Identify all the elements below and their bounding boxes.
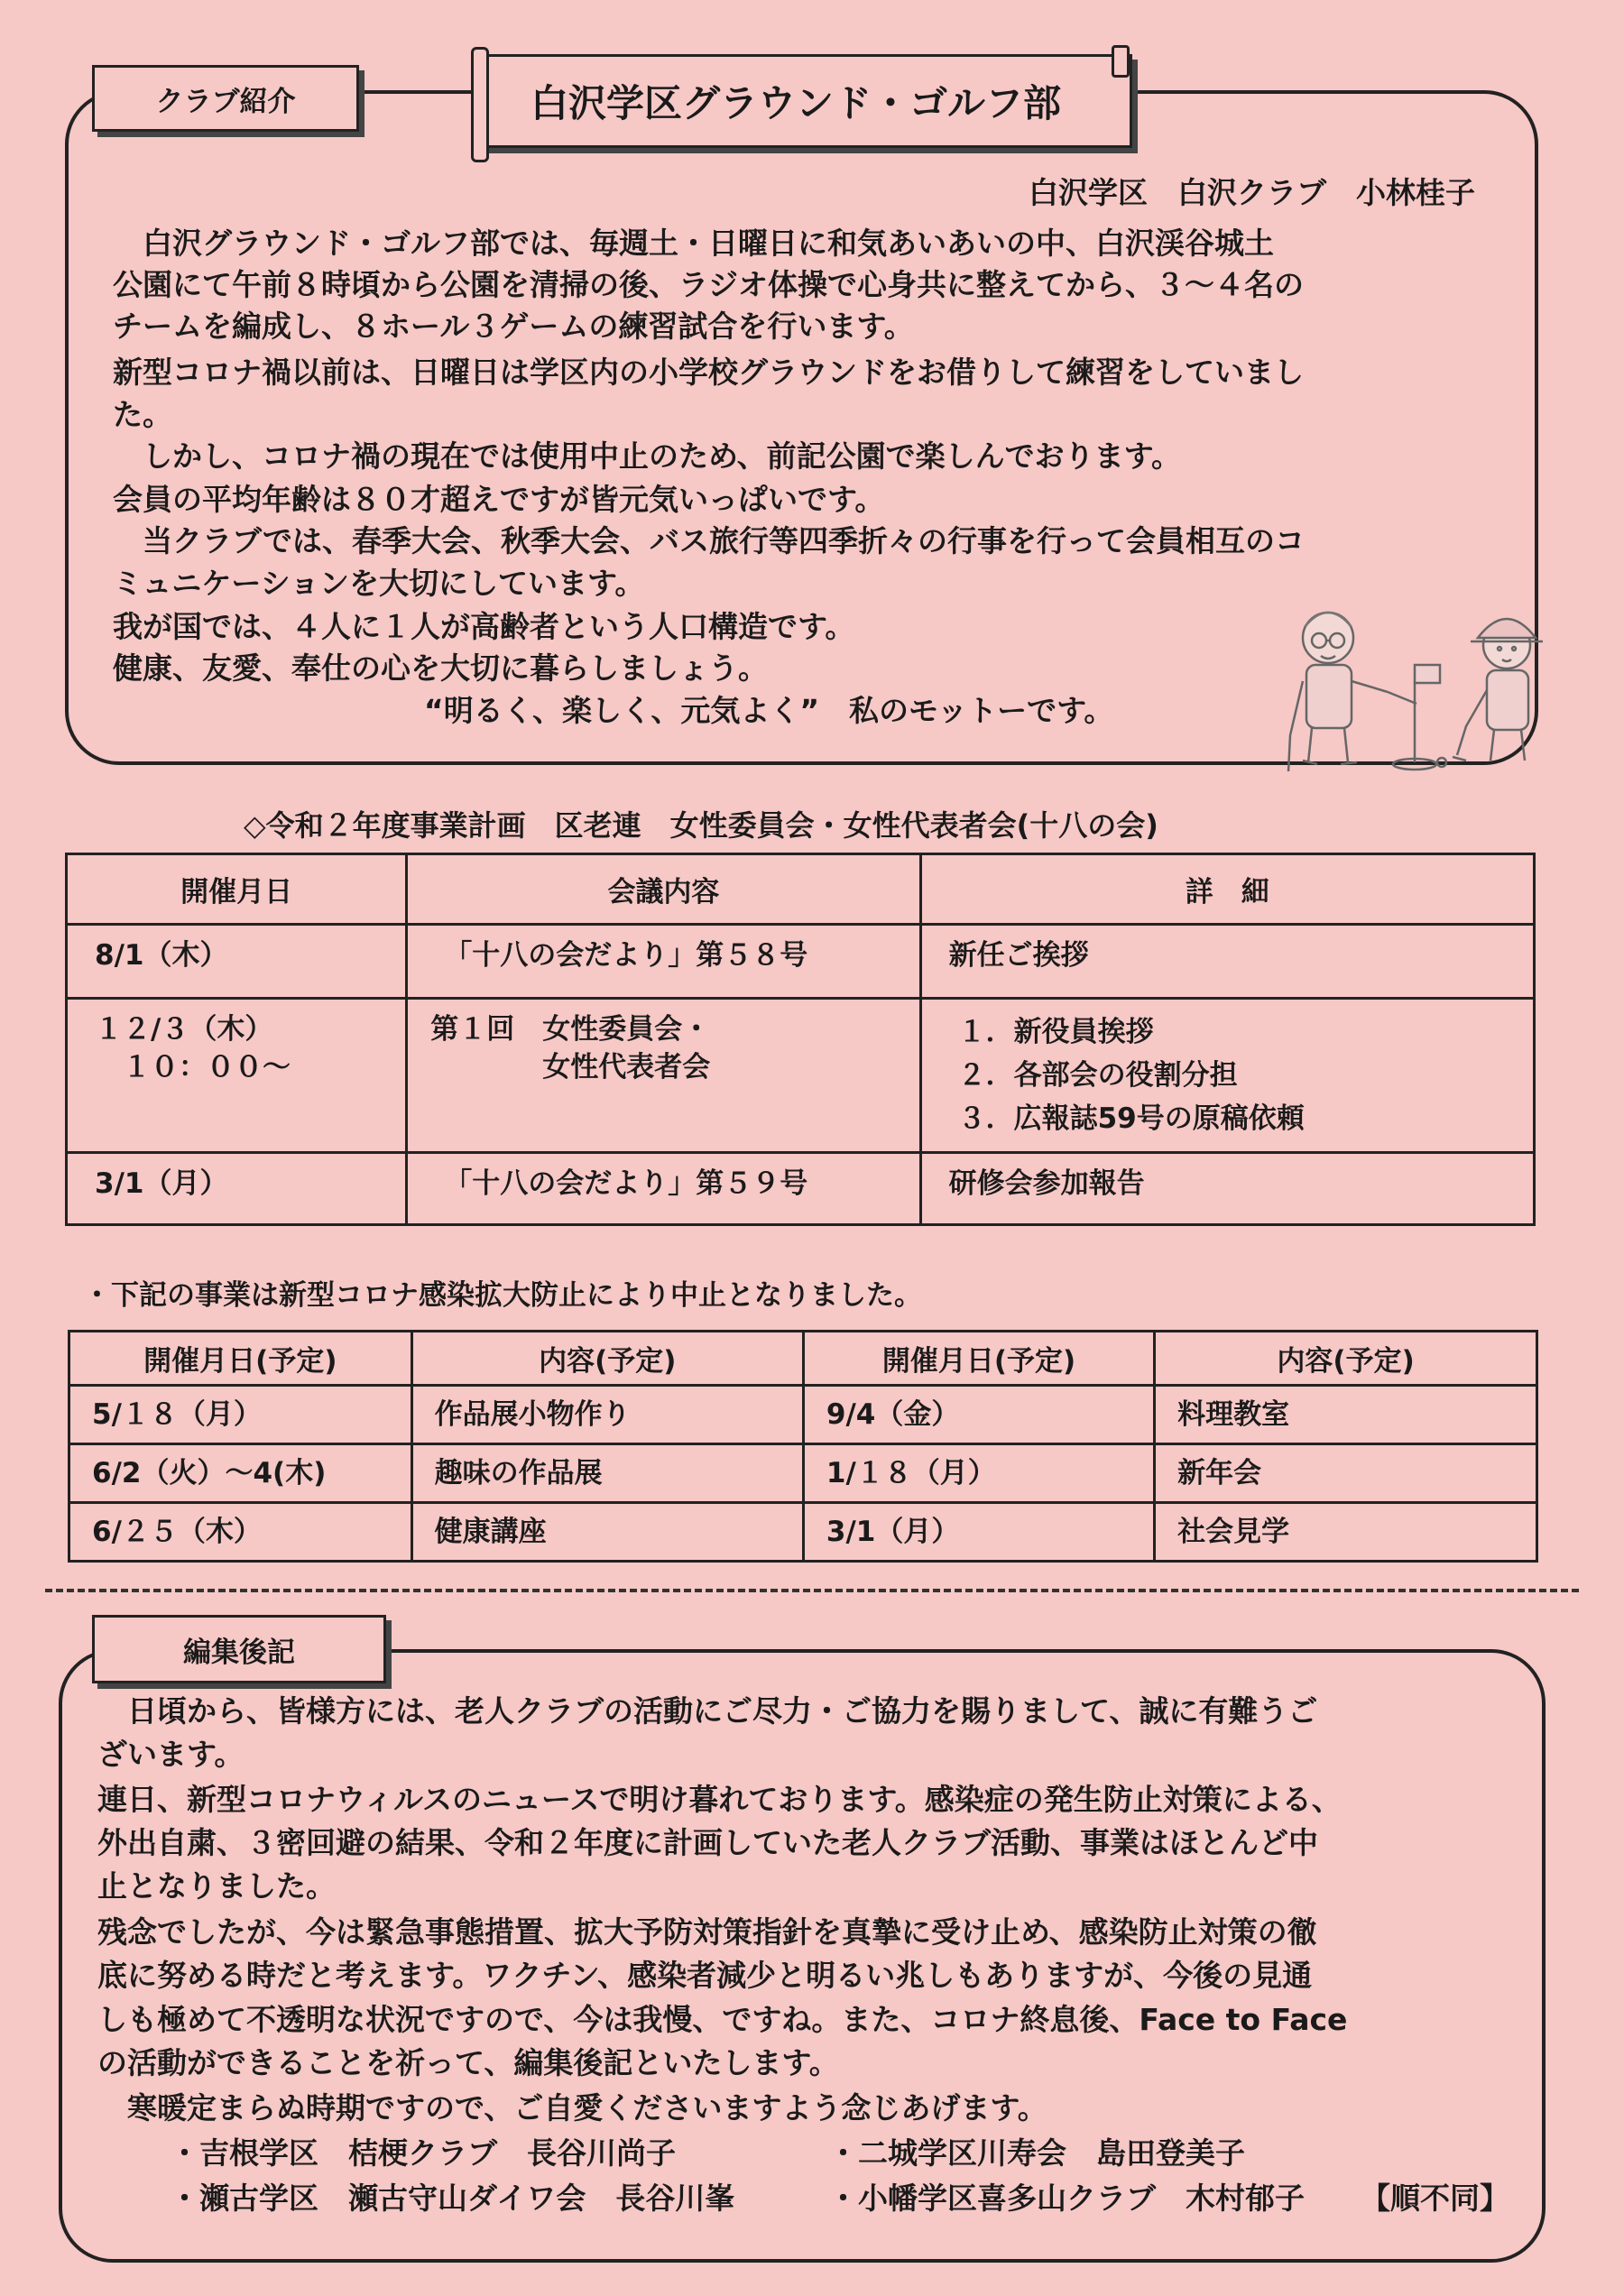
editor-entry: ・吉根学区 桔梗クラブ 長谷川尚子 [170, 2135, 676, 2171]
postscript-line: 残念でしたが、今は緊急事態措置、拡大予防対策指針を真摯に受け止め、感染防止対策の徹 [97, 1914, 1317, 1950]
editor-entry: ・小幡学区喜多山クラブ 木村郁子 [828, 2181, 1305, 2216]
cancel-table [68, 1330, 1538, 1563]
cancel-cell-text: 作品展小物作り [434, 1398, 631, 1431]
cancel-cell [69, 1444, 412, 1503]
cancel-header: 内容(予定) [411, 1332, 803, 1386]
club-title-text: 白沢学区グラウンド・ゴルフ部 [531, 81, 1062, 125]
cancel-cell [411, 1503, 803, 1562]
cancel-cell-text: 趣味の作品展 [434, 1457, 603, 1489]
plan-content [407, 999, 920, 1153]
postscript-line: 日頃から、皆様方には、老人クラブの活動にご尽力・ご協力を賜りまして、誠に有難うご [97, 1693, 1318, 1729]
plan-header: 詳 細 [920, 854, 1534, 925]
plan-date-time: １０：００～ [95, 1051, 291, 1083]
cancel-note: ・下記の事業は新型コロナ感染拡大防止により中止となりました。 [83, 1279, 922, 1312]
plan-header: 開催月日 [67, 854, 407, 925]
plan-content-text [408, 1000, 918, 1097]
cancel-header: 開催月日(予定) [803, 1332, 1154, 1386]
plan-content [407, 1153, 920, 1225]
cancel-cell-text: 新年会 [1177, 1457, 1262, 1489]
postscript-body [97, 1693, 1532, 2235]
cancel-header: 内容(予定) [1155, 1332, 1537, 1386]
cancel-cell-text: 料理教室 [1177, 1398, 1290, 1431]
golf-players-illustration [1281, 591, 1552, 785]
plan-content-line: 第１回 女性委員会・ [430, 1013, 711, 1046]
plan-date [67, 1153, 407, 1225]
plan-date-text: 3/1（月） [95, 1167, 228, 1200]
cancel-cell [1155, 1503, 1537, 1562]
plan-detail-text [922, 1000, 1533, 1151]
cancel-cell-text: 社会見学 [1177, 1516, 1290, 1548]
postscript-line: 連日、新型コロナウィルスのニュースで明け暮れております。感染症の発生防止対策による、 [97, 1782, 1342, 1817]
club-line: 白沢グラウンド・ゴルフ部では、毎週土・日曜日に和気あいあいの中、白沢渓谷城土 [113, 226, 1274, 261]
plan-detail-text: 研修会参加報告 [948, 1167, 1145, 1200]
club-author: 白沢学区 白沢クラブ 小林桂子 [1029, 175, 1475, 210]
cancel-cell [69, 1386, 412, 1444]
cancel-cell-text: 5/１８（月） [92, 1398, 262, 1431]
postscript-tag: 編集後記 [92, 1615, 386, 1683]
plan-header: 会議内容 [407, 854, 920, 925]
plan-detail-line: ２．各部会の役割分担 [957, 1059, 1238, 1092]
club-line: 健康、友愛、奉仕の心を大切に暮らしましょう。 [113, 650, 768, 686]
cancel-cell [803, 1444, 1154, 1503]
cancel-cell [1155, 1444, 1537, 1503]
postscript-line: ざいます。 [97, 1737, 245, 1772]
cancel-cell [1155, 1386, 1537, 1444]
plan-date-text [68, 1000, 405, 1097]
cancel-header-row [69, 1332, 1537, 1386]
plan-date [67, 925, 407, 999]
table-row [67, 1153, 1535, 1225]
editor-entry: ・瀬古学区 瀬古守山ダイワ会 長谷川峯 [170, 2181, 735, 2216]
club-line: 会員の平均年齢は８０才超えですが皆元気いっぱいです。 [113, 482, 885, 517]
plan-table [65, 853, 1536, 1226]
cancel-cell [411, 1444, 803, 1503]
plan-heading: ◇令和２年度事業計画 区老連 女性委員会・女性代表者会(十八の会) [244, 808, 1158, 843]
postscript-line: の活動ができることを祈って、編集後記といたします。 [97, 2045, 839, 2080]
scroll-rod-right [1112, 45, 1130, 78]
editor-entry: ・二城学区川寿会 島田登美子 [828, 2135, 1245, 2171]
postscript-line: 外出自粛、３密回避の結果、令和２年度に計画していた老人クラブ活動、事業はほとんど中 [97, 1825, 1318, 1860]
scroll-rod-left [471, 47, 489, 162]
plan-detail-line: １．新役員挨拶 [957, 1016, 1154, 1048]
cancel-cell-text: 6/２５（木） [92, 1516, 262, 1548]
club-line: チームを編成し、８ホール３ゲームの練習試合を行います。 [113, 309, 914, 344]
cancel-cell-text: 6/2（火）～4(木) [92, 1457, 327, 1489]
cancel-cell-text: 健康講座 [434, 1516, 547, 1548]
postscript-line: 寒暖定まらぬ時期ですので、ご自愛くださいますよう念じあげます。 [97, 2090, 1047, 2125]
plan-content-line: 女性代表者会 [430, 1051, 711, 1083]
club-line: 当クラブでは、春季大会、秋季大会、バス旅行等四季折々の行事を行って会員相互のコ [113, 523, 1305, 558]
table-row [69, 1444, 1537, 1503]
plan-date [67, 999, 407, 1153]
postscript-line: 底に努める時だと考えます。ワクチン、感染者減少と明るい兆しもありますが、今後の見通 [97, 1958, 1313, 1993]
club-line: 新型コロナ禍以前は、日曜日は学区内の小学校グラウンドをお借りして練習をしていまし [113, 355, 1304, 390]
table-row [69, 1503, 1537, 1562]
cancel-cell-text: 3/1（月） [826, 1516, 960, 1548]
plan-content-text: 「十八の会だより」第５８号 [444, 939, 808, 972]
club-line: 我が国では、４人に１人が高齢者という人口構造です。 [113, 609, 855, 644]
club-tag: クラブ紹介 [92, 65, 359, 132]
plan-detail [920, 1153, 1534, 1225]
cancel-header: 開催月日(予定) [69, 1332, 412, 1386]
plan-content [407, 925, 920, 999]
cancel-cell [803, 1503, 1154, 1562]
plan-detail-text: 新任ご挨拶 [948, 939, 1089, 972]
plan-date-line: １２/３（木） [95, 1013, 273, 1046]
plan-date-text: 8/1（木） [95, 939, 228, 972]
cancel-cell-text: 1/１８（月） [826, 1457, 996, 1489]
club-line: た。 [113, 397, 172, 432]
cancel-cell-text: 9/4（金） [826, 1398, 960, 1431]
club-motto: “明るく、楽しく、元気よく” 私のモットーです。 [424, 693, 1114, 728]
plan-content-text: 「十八の会だより」第５９号 [444, 1167, 808, 1200]
club-line: しかし、コロナ禍の現在では使用中止のため、前記公園で楽しんでおります。 [113, 438, 1182, 474]
plan-detail [920, 999, 1534, 1153]
club-line: ミュニケーションを大切にしています。 [113, 566, 645, 601]
plan-header-row [67, 854, 1535, 925]
club-line: 公園にて午前８時頃から公園を清掃の後、ラジオ体操で心身共に整えてから、３～４名の [113, 267, 1304, 302]
postscript-line: しも極めて不透明な状況ですので、今は我慢、ですね。また、コロナ終息後、Face to Face [97, 2002, 1348, 2037]
plan-detail-line: ３．広報誌59号の原稿依頼 [957, 1102, 1305, 1135]
cancel-cell [69, 1503, 412, 1562]
club-title [483, 54, 1132, 148]
plan-detail [920, 925, 1534, 999]
table-row [67, 925, 1535, 999]
postscript-line: 止となりました。 [97, 1868, 336, 1904]
table-row [67, 999, 1535, 1153]
section-divider [45, 1589, 1579, 1592]
table-row [69, 1386, 1537, 1444]
order-note: 【順不同】 [1361, 2181, 1509, 2216]
cancel-cell [411, 1386, 803, 1444]
cancel-cell [803, 1386, 1154, 1444]
